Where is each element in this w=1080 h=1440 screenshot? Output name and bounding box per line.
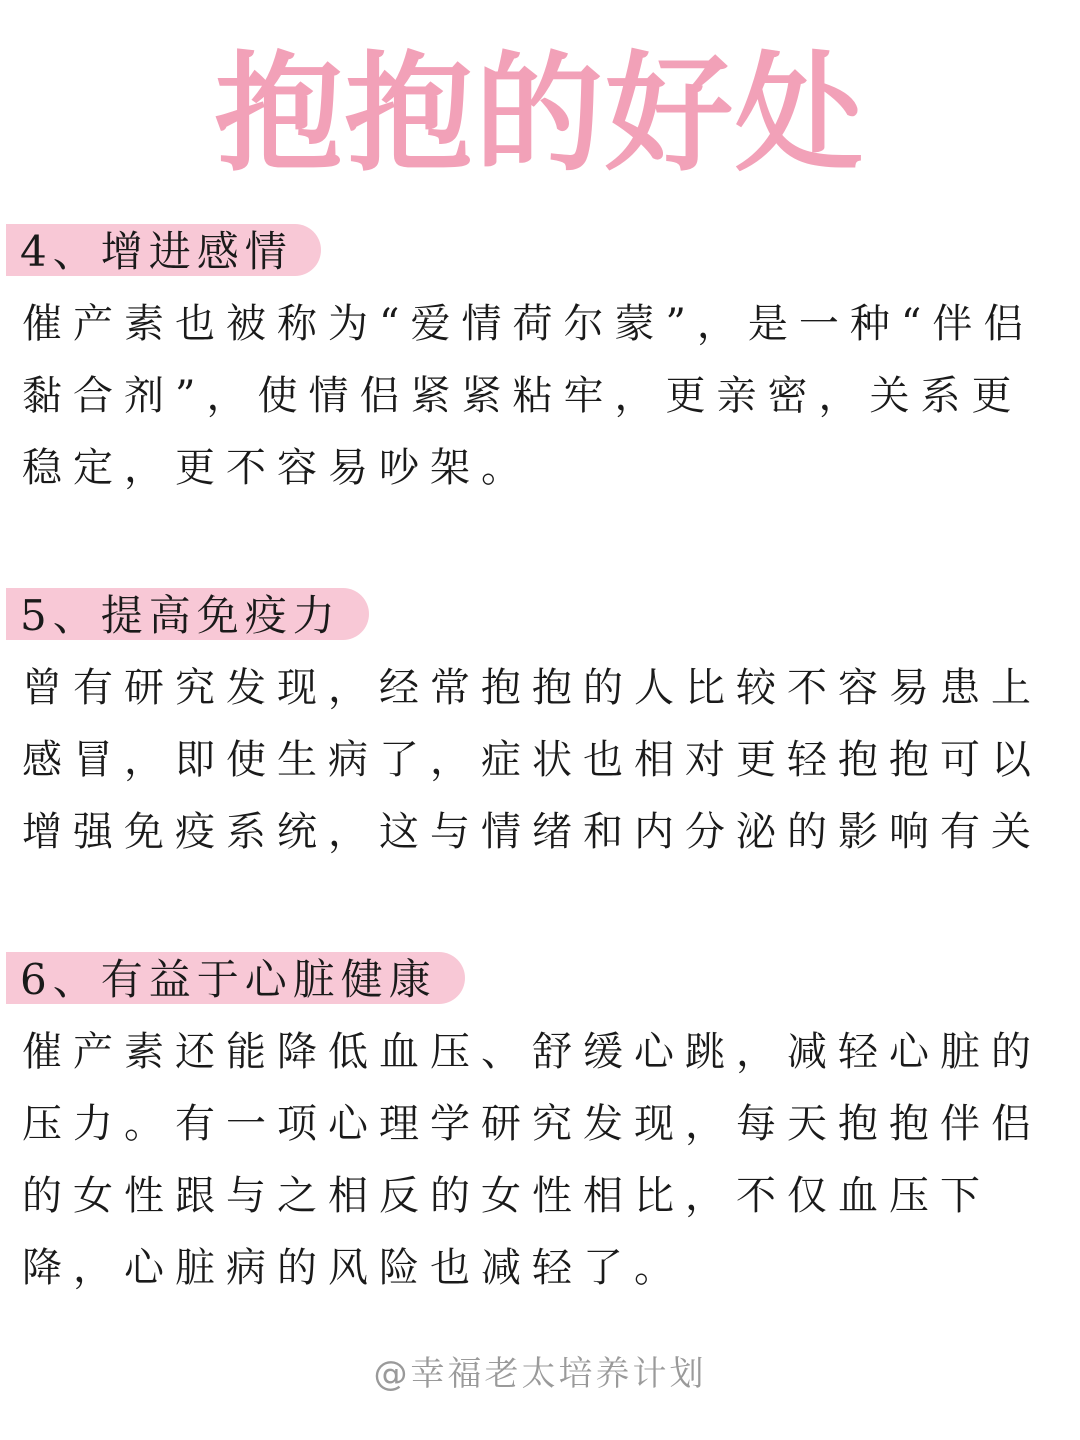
section-body: 催产素也被称为“爱情荷尔蒙”，是一种“伴侣黏合剂”，使情侣紧紧粘牢，更亲密，关系更稳定，更不容易吵架。 — [22, 301, 1035, 491]
section-body: 曾有研究发现，经常抱抱的人比较不容易患上感冒，即使生病了，症状也相对更轻抱抱可以增强免疫系统，这与情绪和内分泌的影响有关 — [22, 665, 1042, 855]
section-heading: 4、增进感情 — [6, 224, 321, 276]
section-heading: 6、有益于心脏健康 — [6, 952, 465, 1004]
section-heading: 5、提高免疫力 — [6, 588, 369, 640]
page-title: 抱抱的好处 — [214, 40, 865, 189]
section-body: 催产素还能降低血压、舒缓心跳，减轻心脏的压力。有一项心理学研究发现，每天抱抱伴侣的女性跟与之相反的女性相比，不仅血压下降，心脏病的风险也减轻了。 — [22, 1029, 1042, 1291]
author-watermark: @幸福老太培养计划 — [373, 1354, 707, 1394]
